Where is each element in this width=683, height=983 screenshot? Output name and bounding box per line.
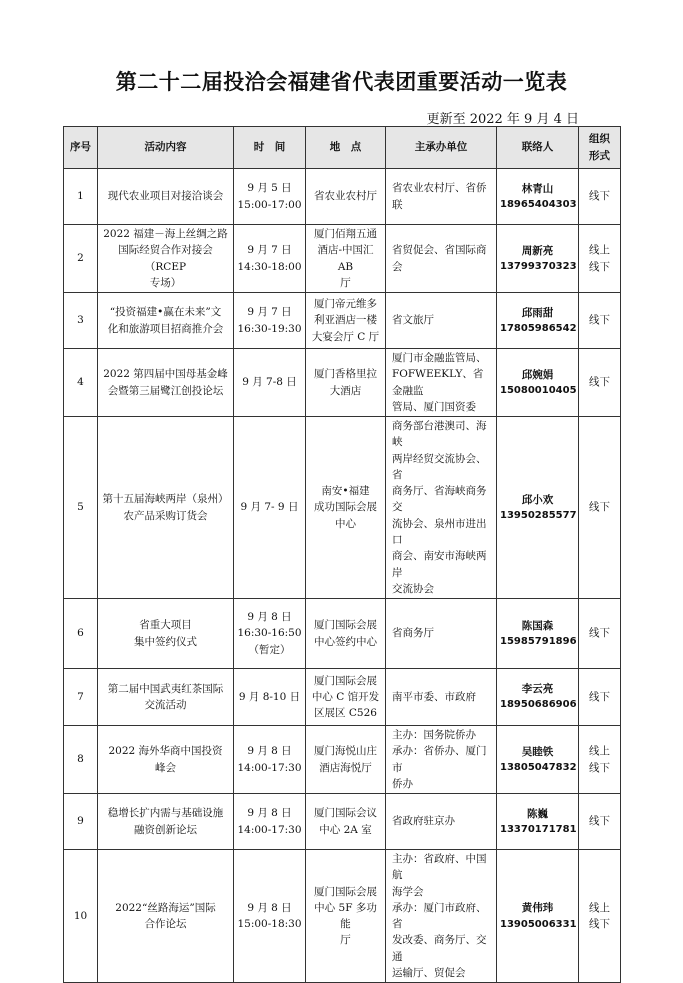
table-row [64,293,621,349]
row-no: 5 [64,417,98,599]
table-row [64,349,621,417]
row-time: 9 月 7 日 16:30-19:30 [234,293,306,349]
row-activity: 第二届中国武夷红茶国际 交流活动 [98,669,234,726]
row-activity: 2022“丝路海运”国际 合作论坛 [98,850,234,983]
row-time: 9 月 8-10 日 [234,669,306,726]
header-place: 地 点 [306,127,386,169]
contact-phone: 13370171781 [500,823,577,835]
table-row [64,225,621,293]
header-activity: 活动内容 [98,127,234,169]
contact-phone: 18950686906 [500,699,577,711]
document-title: 第二十二届投洽会福建省代表团重要活动一览表 [115,70,568,94]
row-organizer: 南平市委、市政府 [386,669,497,726]
table-row [64,794,621,850]
contact-name: 黄伟玮 [521,902,554,915]
contact-name: 李云亮 [521,683,554,696]
header-contact: 联络人 [497,127,579,169]
row-no: 1 [64,169,98,225]
header-time: 时 间 [234,127,306,169]
row-place: 厦门国际会展 中心 C 馆开发 区展区 C526 [306,669,386,726]
row-place: 厦门国际会议 中心 2A 室 [306,794,386,850]
row-organizer: 省贸促会、省国际商会 [386,225,497,293]
row-organizer: 主办：国务院侨办 承办：省侨办、厦门市 侨办 [386,726,497,794]
row-time: 9 月 7- 9 日 [234,417,306,599]
contact-name: 陈巍 [527,807,548,820]
row-organizer: 厦门市金融监管局、 FOFWEEKLY、省金融监 管局、厦门国资委 [386,349,497,417]
row-contact [497,225,579,293]
row-contact [497,417,579,599]
contact-phone: 13805047832 [500,761,577,773]
row-form: 线下 [579,669,621,726]
contact-phone: 15080010405 [500,384,577,396]
row-no: 6 [64,599,98,669]
table-row [64,599,621,669]
row-organizer: 省农业农村厅、省侨联 [386,169,497,225]
contact-name: 邱婉娟 [521,368,554,381]
row-form: 线下 [579,169,621,225]
row-organizer: 省文旅厅 [386,293,497,349]
row-form: 线上 线下 [579,726,621,794]
row-no: 9 [64,794,98,850]
row-contact [497,169,579,225]
row-time: 9 月 7 日 14:30-18:00 [234,225,306,293]
row-no: 7 [64,669,98,726]
table-row [64,850,621,983]
contact-name: 吴睦铁 [521,745,554,758]
contact-phone: 15985791896 [500,635,577,647]
row-place: 厦门海悦山庄 酒店海悦厅 [306,726,386,794]
row-time: 9 月 8 日 15:00-18:30 [234,850,306,983]
contact-name: 林青山 [521,182,554,195]
row-contact [497,349,579,417]
row-contact [497,726,579,794]
row-time: 9 月 8 日 16:30-16:50 （暂定） [234,599,306,669]
row-time: 9 月 8 日 14:00-17:30 [234,794,306,850]
row-contact [497,669,579,726]
row-place: 厦门佰翔五通 酒店-中国汇 AB 厅 [306,225,386,293]
row-form: 线上 线下 [579,225,621,293]
row-place: 南安•福建 成功国际会展 中心 [306,417,386,599]
row-contact [497,293,579,349]
row-time: 9 月 7-8 日 [234,349,306,417]
row-contact [497,794,579,850]
row-activity: 2022 第四届中国母基金峰 会暨第三届鹭江创投论坛 [98,349,234,417]
table-row [64,726,621,794]
row-place: 厦门国际会展 中心签约中心 [306,599,386,669]
contact-phone: 18965404303 [500,198,577,210]
row-place: 厦门香格里拉 大酒店 [306,349,386,417]
row-form: 线下 [579,417,621,599]
row-contact [497,850,579,983]
header-no: 序号 [64,127,98,169]
row-activity: 2022 福建－海上丝绸之路 国际经贸合作对接会（RCEP 专场） [98,225,234,293]
row-no: 8 [64,726,98,794]
contact-phone: 13905006331 [500,918,577,930]
update-date: 更新至 2022 年 9 月 4 日 [426,112,579,127]
row-activity: 现代农业项目对接洽谈会 [98,169,234,225]
row-form: 线下 [579,349,621,417]
row-no: 4 [64,349,98,417]
contact-name: 邱小欢 [521,493,554,506]
contact-name: 周新亮 [521,244,554,257]
row-contact [497,599,579,669]
row-form: 线下 [579,599,621,669]
row-organizer: 省商务厅 [386,599,497,669]
row-place: 厦门帝元维多 利亚酒店一楼 大宴会厅 C 厅 [306,293,386,349]
table-row [64,169,621,225]
row-form: 线上 线下 [579,850,621,983]
activity-table [63,126,621,983]
contact-phone: 13950285577 [500,509,577,521]
contact-phone: 17805986542 [500,322,577,334]
row-form: 线下 [579,293,621,349]
table-row [64,417,621,599]
contact-name: 邱雨甜 [521,306,554,319]
row-activity: “投资福建•赢在未来”文 化和旅游项目招商推介会 [98,293,234,349]
row-no: 2 [64,225,98,293]
row-place: 厦门国际会展 中心 5F 多功能 厅 [306,850,386,983]
table-header-row [64,127,621,169]
contact-phone: 13799370323 [500,260,577,272]
row-no: 3 [64,293,98,349]
row-organizer: 主办：省政府、中国航 海学会 承办：厦门市政府、省 发改委、商务厅、交通 运输厅、贸促会 [386,850,497,983]
row-activity: 稳增长扩内需与基础设施 融资创新论坛 [98,794,234,850]
row-activity: 省重大项目 集中签约仪式 [98,599,234,669]
row-activity: 第十五届海峡两岸（泉州） 农产品采购订货会 [98,417,234,599]
row-organizer: 省政府驻京办 [386,794,497,850]
header-organizer: 主承办单位 [386,127,497,169]
row-form: 线下 [579,794,621,850]
row-no: 10 [64,850,98,983]
row-activity: 2022 海外华商中国投资 峰会 [98,726,234,794]
contact-name: 陈国森 [521,619,554,632]
row-time: 9 月 5 日 15:00-17:00 [234,169,306,225]
row-organizer: 商务部台港澳司、海峡 两岸经贸交流协会、省 商务厅、省海峡商务交 流协会、泉州市进出口 商会、南安市海峡两岸 交流协会 [386,417,497,599]
header-form: 组织 形式 [579,127,621,169]
row-time: 9 月 8 日 14:00-17:30 [234,726,306,794]
table-row [64,669,621,726]
row-place: 省农业农村厅 [306,169,386,225]
